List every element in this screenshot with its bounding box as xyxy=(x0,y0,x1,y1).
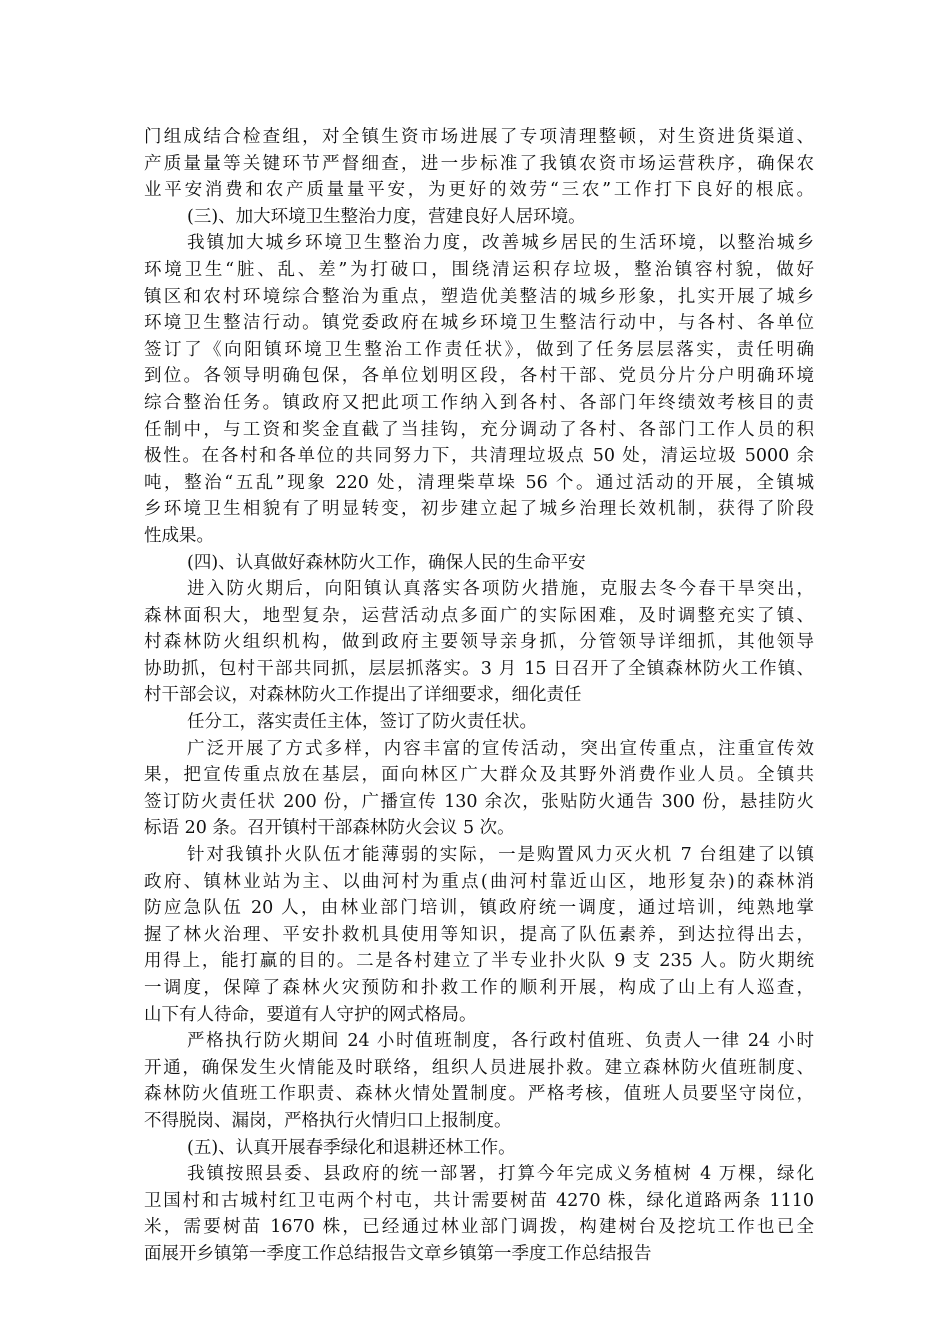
text-line: 山下有人待命，要道有人守护的网式格局。 xyxy=(144,1004,477,1025)
text-line: 用得上，能打赢的目的。二是各村建立了半专业扑火队 9 支 235 人。防火期统 xyxy=(144,951,814,972)
text-line: 面展开乡镇第一季度工作总结报告文章乡镇第一季度工作总结报告 xyxy=(144,1243,652,1264)
text-line: 产质量量等关键环节严督细查，进一步标准了我镇农资市场运营秩序，确保农 xyxy=(144,153,814,174)
text-line: 环境卫生整洁行动。镇党委政府在城乡环境卫生整洁行动中，与各村、各单位 xyxy=(144,313,814,334)
text-line: 签订了《向阳镇环境卫生整治工作责任状》，做到了任务层层落实，责任明确 xyxy=(144,339,814,360)
text-line: 性成果。 xyxy=(144,525,214,546)
text-line: 不得脱岗、漏岗，严格执行火情归口上报制度。 xyxy=(144,1110,512,1131)
text-line: 森林防火值班工作职责、森林火情处置制度。严格考核，值班人员要坚守岗位， xyxy=(144,1084,814,1105)
text-line: 环境卫生“脏、乱、差”为打破口，围绕清运积存垃圾，整治镇容村貌，做好 xyxy=(144,259,814,280)
text-line: 村森林防火组织机构，做到政府主要领导亲身抓，分管领导详细抓，其他领导 xyxy=(144,632,814,653)
text-line: 签订防火责任状 200 份，广播宣传 130 余次，张贴防火通告 300 份，悬挂防火 xyxy=(144,791,814,812)
text-line: 政府、镇林业站为主、以曲河村为重点(曲河村靠近山区，地形复杂)的森林消 xyxy=(144,871,814,892)
text-line: 吨，整治“五乱”现象 220 处，清理柴草垛 56 个。通过活动的开展，全镇城 xyxy=(144,472,814,493)
text-line: 到位。各领导明确包保，各单位划明区段，各村干部、党员分片分户明确环境 xyxy=(144,366,814,387)
text-line: 标语 20 条。召开镇村干部森林防火会议 5 次。 xyxy=(144,818,515,839)
text-line: 森林面积大，地型复杂，运营活动点多面广的实际困难，及时调整充实了镇、 xyxy=(144,605,814,626)
text-line: 乡环境卫生相貌有了明显转变，初步建立起了城乡治理长效机制，获得了阶段 xyxy=(144,499,814,520)
text-line: 严格执行防火期间 24 小时值班制度，各行政村值班、负责人一律 24 小时 xyxy=(187,1031,814,1052)
text-line: 防应急队伍 20 人，由林业部门培训，镇政府统一调度，通过培训，纯熟地掌 xyxy=(144,898,814,919)
text-line: 开通，确保发生火情能及时联络，组织人员进展扑救。建立森林防火值班制度、 xyxy=(144,1057,814,1078)
text-line: 一调度，保障了森林火灾预防和扑救工作的顺利开展，构成了山上有人巡查， xyxy=(144,978,814,998)
text-line: 村干部会议，对森林防火工作提出了详细要求，细化责任 xyxy=(144,685,582,706)
text-line: 门组成结合检查组，对全镇生资市场进展了专项清理整顿，对生资进货渠道、 xyxy=(144,127,814,147)
document-page xyxy=(144,124,814,1268)
text-line: (五)、认真开展春季绿化和退耕还林工作。 xyxy=(187,1137,516,1158)
text-line: 握了林火治理、平安扑救机具使用等知识，提高了队伍素养，到达拉得出去， xyxy=(144,924,814,945)
text-line: 综合整治任务。镇政府又把此项工作纳入到各村、各部门年终绩效考核目的责 xyxy=(144,392,814,413)
text-line: 卫国村和古城村红卫屯两个村屯，共计需要树苗 4270 株，绿化道路两条 1110 xyxy=(144,1190,814,1211)
text-line: (三)、加大环境卫生整治力度，营建良好人居环境。 xyxy=(187,206,586,227)
text-line: 广泛开展了方式多样，内容丰富的宣传活动，突出宣传重点，注重宣传效 xyxy=(187,738,814,759)
text-line: 镇区和农村环境综合整治为重点，塑造优美整洁的城乡形象，扎实开展了城乡 xyxy=(144,286,814,307)
text-line: 进入防火期后，向阳镇认真落实各项防火措施，克服去冬今春干旱突出， xyxy=(187,579,814,600)
text-line: 极性。在各村和各单位的共同努力下，共清理垃圾点 50 处，清运垃圾 5000 余 xyxy=(144,446,814,467)
text-line: (四)、认真做好森林防火工作，确保人民的生命平安 xyxy=(187,552,586,573)
text-line: 任制中，与工资和奖金直截了当挂钩，充分调动了各村、各部门工作人员的积 xyxy=(144,419,814,440)
text-line: 业平安消费和农产质量量平安，为更好的效劳“三农”工作打下良好的根底。 xyxy=(144,180,814,201)
text-line: 我镇按照县委、县政府的统一部署，打算今年完成义务植树 4 万棵，绿化 xyxy=(187,1164,814,1185)
text-line: 我镇加大城乡环境卫生整治力度，改善城乡居民的生活环境，以整治城乡 xyxy=(187,233,814,254)
text-line: 协助抓，包村干部共同抓，层层抓落实。3 月 15 日召开了全镇森林防火工作镇、 xyxy=(144,658,814,679)
text-line: 米，需要树苗 1670 株，已经通过林业部门调拨，构建树台及挖坑工作也已全 xyxy=(144,1217,814,1238)
text-line: 果，把宣传重点放在基层，面向林区广大群众及其野外消费作业人员。全镇共 xyxy=(144,765,814,786)
text-line: 任分工，落实责任主体，签订了防火责任状。 xyxy=(187,712,537,733)
text-line: 针对我镇扑火队伍才能薄弱的实际，一是购置风力灭火机 7 台组建了以镇 xyxy=(187,845,814,866)
